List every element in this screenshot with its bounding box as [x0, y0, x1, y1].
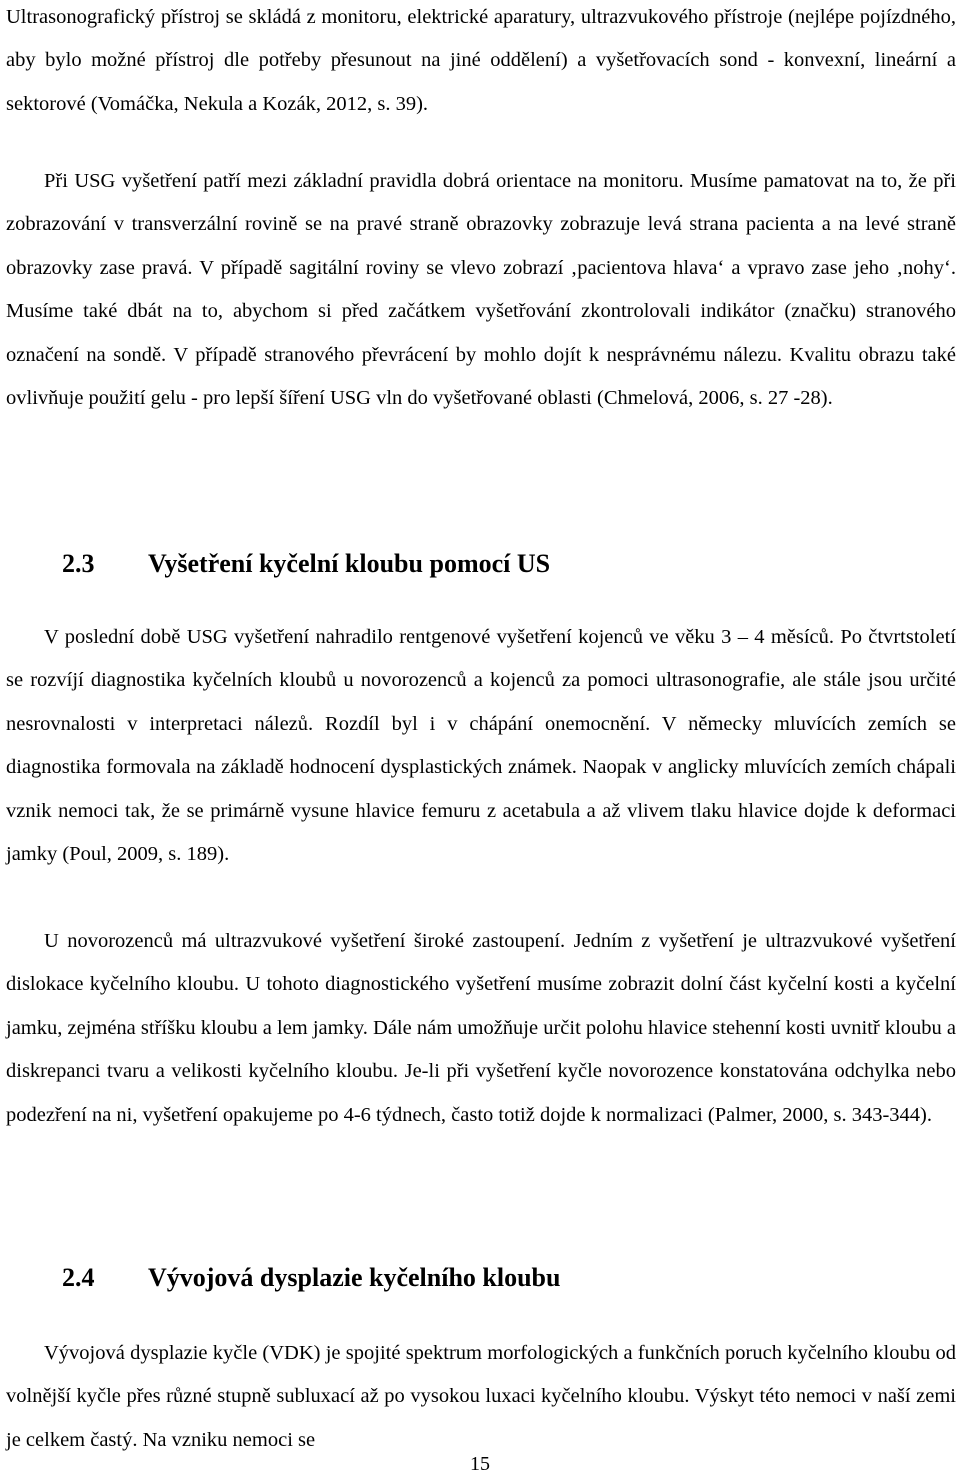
- paragraph-developmental-dysplasia: Vývojová dysplazie kyčle (VDK) je spojité spektrum morfologických a funkčních poruch kyčelního kloubu od volnější kyčle přes různé stupně subluxací až po vysokou luxaci kyčelního kloubu. Výskyt této nemoci v naší zemi je celkem častý. Na vzniku nemoci se: [6, 1342, 956, 1451]
- page-number: 15: [470, 1453, 490, 1475]
- section-title: Vývojová dysplazie kyčelního kloubu: [148, 1263, 561, 1292]
- paragraph-usg-hip-diagnostics: V poslední době USG vyšetření nahradilo rentgenové vyšetření kojenců ve věku 3 – 4 měsíců. Po čtvrtstoletí se rozvíjí diagnostika kyčelních kloubů u novorozenců a kojenců za pomoci ultrasonografie, ale stále jsou určité nesrovnalosti v interpretaci nálezů. Rozdíl byl i v chápání onemocnění. V německy mluvících zemích se diagnostika formovala na základě hodnocení dysplastických známek. Naopak v anglicky mluvících zemích chápali vznik nemoci tak, že se primárně vysune hlavice femuru z acetabula a až vlivem tlaku hlavice dojde k deformaci jamky (Poul, 2009, s. 189).: [6, 626, 956, 866]
- paragraph-monitor-orientation: Při USG vyšetření patří mezi základní pravidla dobrá orientace na monitoru. Musíme pamatovat na to, že při zobrazování v transverzální rovině se na pravé straně obrazovky zobrazuje levá strana pacienta a na levé straně obrazovky zase pravá. V případě sagitální roviny se vlevo zobrazí ‚pacientova hlava‘ a vpravo zase jeho ‚nohy‘. Musíme také dbát na to, abychom si před začátkem vyšetřování zkontrolovali indikátor (značku) stranového označení na sondě. V případě stranového převrácení by mohlo dojít k nesprávnému nálezu. Kvalitu obrazu také ovlivňuje použití gelu - pro lepší šíření USG vln do vyšetřované oblasti (Chmelová, 2006, s. 27 -28).: [6, 170, 956, 410]
- section-heading-2-4: [62, 1262, 560, 1294]
- section-heading-2-3: [62, 548, 550, 580]
- section-number: 2.4: [62, 1263, 95, 1292]
- section-number: 2.3: [62, 549, 95, 578]
- paragraph-newborn-ultrasound: U novorozenců má ultrazvukové vyšetření široké zastoupení. Jedním z vyšetření je ultrazvukové vyšetření dislokace kyčelního kloubu. U tohoto diagnostického vyšetření musíme zobrazit dolní část kyčelní kosti a kyčelní jamku, zejména stříšku kloubu a lem jamky. Dále nám umožňuje určit polohu hlavice stehenní kosti uvnitř kloubu a diskrepanci tvaru a velikosti kyčelního kloubu. Je-li při vyšetření kyčle novorozence konstatována odchylka nebo podezření na ni, vyšetření opakujeme po 4-6 týdnech, často totiž dojde k normalizaci (Palmer, 2000, s. 343-344).: [6, 930, 956, 1126]
- section-title: Vyšetření kyčelní kloubu pomocí US: [148, 549, 551, 578]
- paragraph-ultrasound-device: Ultrasonografický přístroj se skládá z monitoru, elektrické aparatury, ultrazvukového přístroje (nejlépe pojízdného, aby bylo možné přístroj dle potřeby přesunout na jiné oddělení) a vyšetřovacích sond - konvexní, lineární a sektorové (Vomáčka, Nekula a Kozák, 2012, s. 39).: [6, 6, 956, 115]
